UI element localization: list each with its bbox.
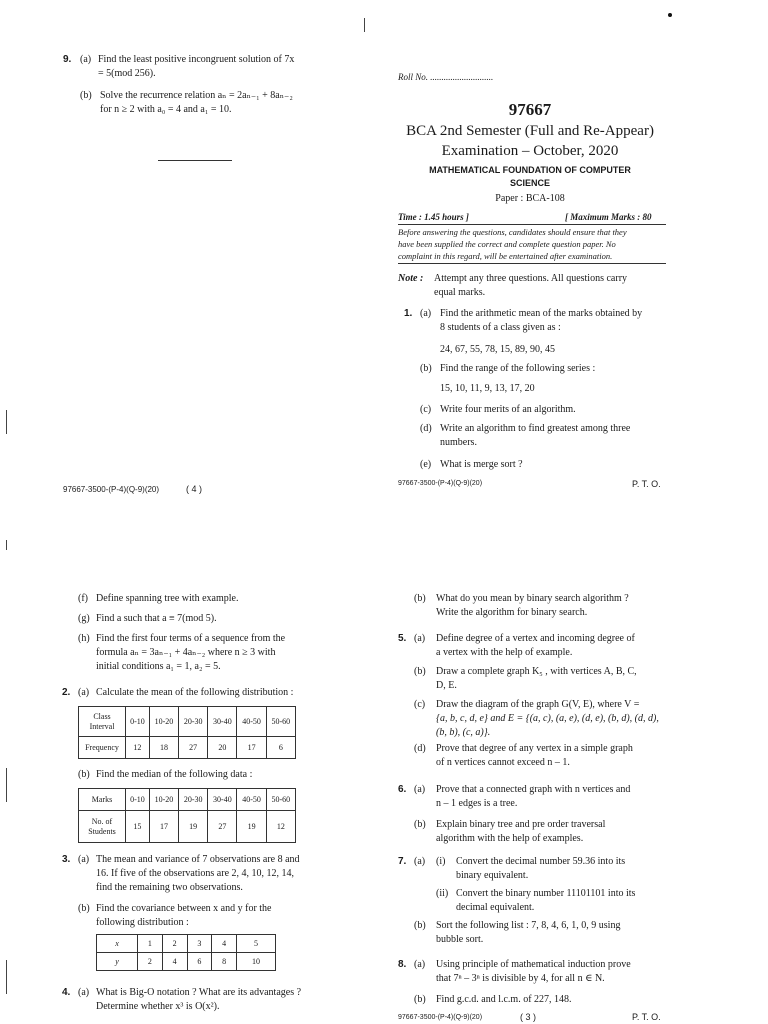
q8a-line2: that 7ⁿ – 3ⁿ is divisible by 4, for all n ∈ N. xyxy=(436,973,605,984)
q1h-line3: initial conditions a₁ = 1, a₂ = 5. xyxy=(96,661,221,672)
footer-code: 97667-3500-(P-4)(Q-9)(20) xyxy=(63,485,160,494)
footer-pto: P. T. O. xyxy=(632,479,661,489)
table-cell: 17 xyxy=(149,811,178,843)
q7b-line1: Sort the following list : 7, 8, 4, 6, 1, 0, 9 using xyxy=(436,920,621,931)
exam-title: BCA 2nd Semester (Full and Re-Appear) xyxy=(406,123,654,139)
q3b-line1: Find the covariance between x and y for the xyxy=(96,903,272,914)
table-cell: 3 xyxy=(187,935,212,953)
q4-number: 4. xyxy=(62,987,71,998)
q1d-label: (d) xyxy=(420,423,432,434)
q6a-line1: Prove that a connected graph with n vertices and xyxy=(436,784,631,795)
instructions-line1: Before answering the questions, candidates should ensure that they xyxy=(398,227,627,237)
footer-pto: P. T. O. xyxy=(632,1012,661,1022)
table-cell: 27 xyxy=(208,811,237,843)
paper-code: 97667 xyxy=(508,100,552,119)
table-row-header: Marks xyxy=(79,789,126,811)
q7a-label: (a) xyxy=(414,856,426,867)
q1d-line1: Write an algorithm to find greatest among three xyxy=(440,423,631,434)
class-interval-table xyxy=(78,706,296,759)
q3b-line2: following distribution : xyxy=(96,917,189,928)
q7aii-line2: decimal equivalent. xyxy=(456,902,535,913)
instructions-rule xyxy=(398,263,666,264)
subject-line2: SCIENCE xyxy=(509,178,550,188)
q1c-label: (c) xyxy=(420,404,432,415)
note-label: Note : xyxy=(398,273,424,284)
footer-code: 97667-3500-(P-4)(Q-9)(20) xyxy=(398,1014,483,1021)
q6-number: 6. xyxy=(398,784,407,795)
q1e-label: (e) xyxy=(420,459,432,470)
q6b-line2: algorithm with the help of examples. xyxy=(436,833,584,844)
table-cell: 19 xyxy=(179,811,208,843)
q1a-line2: 8 students of a class given as : xyxy=(440,322,561,333)
table-cell: 2 xyxy=(162,935,187,953)
q2b-label: (b) xyxy=(78,769,90,780)
q4b-line2: Write the algorithm for binary search. xyxy=(436,607,588,618)
q3b-label: (b) xyxy=(78,903,90,914)
table-cell: 20-30 xyxy=(179,789,208,811)
table-cell: 50-60 xyxy=(266,789,295,811)
q2a-label: (a) xyxy=(78,687,90,698)
table-cell: 4 xyxy=(162,953,187,971)
table-cell: 15 xyxy=(126,811,150,843)
table-cell: 10-20 xyxy=(149,707,178,737)
q5c-line1: Draw the diagram of the graph G(V, E), where V = xyxy=(436,699,640,710)
q1e-line1: What is merge sort ? xyxy=(440,459,523,470)
q1g-label: (g) xyxy=(78,613,90,624)
table-row-header: Frequency xyxy=(79,737,126,759)
table-cell: 30-40 xyxy=(208,789,237,811)
subject-line1: MATHEMATICAL FOUNDATION OF COMPUTER xyxy=(429,165,631,175)
table-cell: 5 xyxy=(237,935,276,953)
q2-number: 2. xyxy=(62,687,71,698)
q5b-line1: Draw a complete graph K₅ , with vertices A, B, C, xyxy=(436,666,637,677)
q5c-line3: (b, b), (c, a)}. xyxy=(436,727,491,738)
table-cell: 4 xyxy=(212,935,237,953)
q2a-line1: Calculate the mean of the following distribution : xyxy=(96,687,294,698)
table-cell: 2 xyxy=(138,953,163,971)
scan-mark xyxy=(364,18,365,32)
instructions-line3: complaint in this regard, will be entertained after examination. xyxy=(398,251,613,261)
table-cell: 27 xyxy=(179,737,208,759)
q7ai-line1: Convert the decimal number 59.36 into its xyxy=(456,856,626,867)
q3a-line3: find the remaining two observations. xyxy=(96,882,243,893)
table-cell: 18 xyxy=(149,737,178,759)
table-cell: 50-60 xyxy=(266,707,295,737)
table-cell: 0-10 xyxy=(126,789,150,811)
header-rule xyxy=(398,224,666,225)
exam-session: Examination – October, 2020 xyxy=(441,143,619,159)
q9b-label: (b) xyxy=(80,90,92,101)
table-cell: 6 xyxy=(266,737,295,759)
q5c-line2: {a, b, c, d, e} and E = {(a, c), (a, e), (d, e), (b, d), (d, d), xyxy=(436,713,659,724)
q5a-label: (a) xyxy=(414,633,426,644)
table-cell: 19 xyxy=(237,811,266,843)
q9b-line1: Solve the recurrence relation aₙ = 2aₙ₋₁ + 8aₙ₋₂ xyxy=(100,90,293,101)
q8b-line1: Find g.c.d. and l.c.m. of 227, 148. xyxy=(436,994,572,1005)
q5d-label: (d) xyxy=(414,743,426,754)
table-cell: 40-50 xyxy=(237,789,266,811)
q1a-line1: Find the arithmetic mean of the marks obtained by xyxy=(440,308,643,319)
q5a-line1: Define degree of a vertex and incoming degree of xyxy=(436,633,635,644)
time-allowed: Time : 1.45 hours ] xyxy=(398,212,469,222)
q5c-label: (c) xyxy=(414,699,426,710)
table-cell: 8 xyxy=(212,953,237,971)
q7ai-label: (i) xyxy=(436,856,446,867)
scan-dot xyxy=(668,13,672,17)
table-cell: 12 xyxy=(126,737,150,759)
q1b-line1: Find the range of the following series : xyxy=(440,363,596,374)
table-row-header: No. of Students xyxy=(79,811,126,843)
q3a-label: (a) xyxy=(78,854,90,865)
q3-number: 3. xyxy=(62,854,71,865)
table-cell: 20-30 xyxy=(179,707,208,737)
scan-mark xyxy=(6,768,7,802)
footer-page-number: ( 3 ) xyxy=(520,1012,537,1022)
q9a-line2: = 5(mod 256). xyxy=(98,68,156,79)
q8a-label: (a) xyxy=(414,959,426,970)
q4b-line1: What do you mean by binary search algorithm ? xyxy=(436,593,629,604)
q5d-line1: Prove that degree of any vertex in a simple graph xyxy=(436,743,633,754)
q5b-label: (b) xyxy=(414,666,426,677)
q9a-line1: Find the least positive incongruent solution of 7x xyxy=(98,54,295,65)
footer-code: 97667-3500-(P-4)(Q-9)(20) xyxy=(398,480,483,487)
table-row-header: Class Interval xyxy=(79,707,126,737)
q8a-line1: Using principle of mathematical induction prove xyxy=(436,959,631,970)
q1f-label: (f) xyxy=(78,593,88,604)
q1-number: 1. xyxy=(404,308,413,319)
roll-number: Roll No. ............................ xyxy=(398,72,494,82)
q1a-label: (a) xyxy=(420,308,432,319)
q8b-label: (b) xyxy=(414,994,426,1005)
table-row-header: x xyxy=(97,935,138,953)
table-cell: 40-50 xyxy=(237,707,266,737)
scan-mark xyxy=(6,540,7,550)
table-cell: 6 xyxy=(187,953,212,971)
table-cell: 12 xyxy=(266,811,295,843)
q3a-line2: 16. If five of the observations are 2, 4, 10, 12, 14, xyxy=(96,868,295,879)
q1g-line1: Find a such that a ≡ 7(mod 5). xyxy=(96,613,217,624)
table-cell: 0-10 xyxy=(126,707,150,737)
table-row-header: y xyxy=(97,953,138,971)
q6a-line2: n – 1 edges is a tree. xyxy=(436,798,518,809)
note-text-line2: equal marks. xyxy=(434,287,486,298)
end-rule xyxy=(158,160,232,161)
q9-number: 9. xyxy=(63,54,72,65)
q8-number: 8. xyxy=(398,959,407,970)
q1f-line1: Define spanning tree with example. xyxy=(96,593,239,604)
q9a-label: (a) xyxy=(80,54,92,65)
q6b-label: (b) xyxy=(414,819,426,830)
table-cell: 10 xyxy=(237,953,276,971)
q1c-line1: Write four merits of an algorithm. xyxy=(440,404,576,415)
q5b-line2: D, E. xyxy=(436,680,457,691)
q3a-line1: The mean and variance of 7 observations are 8 and xyxy=(96,854,300,865)
instructions-line2: have been supplied the correct and complete question paper. No xyxy=(398,239,616,249)
table-cell: 1 xyxy=(138,935,163,953)
q7aii-line1: Convert the binary number 11101101 into its xyxy=(456,888,636,899)
maximum-marks: [ Maximum Marks : 80 xyxy=(565,212,652,222)
q1h-line1: Find the first four terms of a sequence from the xyxy=(96,633,286,644)
footer-page-number: ( 4 ) xyxy=(186,484,203,494)
q5-number: 5. xyxy=(398,633,407,644)
table-cell: 20 xyxy=(208,737,237,759)
q4a-line1: What is Big-O notation ? What are its advantages ? xyxy=(96,987,302,998)
q1h-line2: formula aₙ = 3aₙ₋₁ + 4aₙ₋₂ where n ≥ 3 with xyxy=(96,647,276,658)
q4b-label: (b) xyxy=(414,593,426,604)
table-cell: 10-20 xyxy=(149,789,178,811)
q7b-line2: bubble sort. xyxy=(436,934,484,945)
q4a-line2: Determine whether x³ is O(x²). xyxy=(96,1001,220,1012)
note-text: Attempt any three questions. All questions carry xyxy=(434,273,628,284)
q5d-line2: of n vertices cannot exceed n – 1. xyxy=(436,757,570,768)
q9b-line2: for n ≥ 2 with a₀ = 4 and a₁ = 10. xyxy=(100,104,232,115)
marks-table xyxy=(78,788,296,843)
scan-mark xyxy=(6,960,7,994)
xy-table xyxy=(96,934,276,971)
q7-number: 7. xyxy=(398,856,407,867)
q7b-label: (b) xyxy=(414,920,426,931)
table-cell: 30-40 xyxy=(208,707,237,737)
instructions xyxy=(398,226,670,262)
q1d-line2: numbers. xyxy=(440,437,477,448)
paper-id: Paper : BCA-108 xyxy=(495,193,565,204)
scan-mark xyxy=(6,410,7,434)
q7aii-label: (ii) xyxy=(436,888,449,899)
q6b-line1: Explain binary tree and pre order traversal xyxy=(436,819,606,830)
q1h-label: (h) xyxy=(78,633,90,644)
q4a-label: (a) xyxy=(78,987,90,998)
q5a-line2: a vertex with the help of example. xyxy=(436,647,573,658)
table-cell: 17 xyxy=(237,737,266,759)
q1b-data: 15, 10, 11, 9, 13, 17, 20 xyxy=(440,383,535,394)
q1b-label: (b) xyxy=(420,363,432,374)
q1a-data: 24, 67, 55, 78, 15, 89, 90, 45 xyxy=(440,344,555,355)
q6a-label: (a) xyxy=(414,784,426,795)
q7ai-line2: binary equivalent. xyxy=(456,870,529,881)
q2b-line1: Find the median of the following data : xyxy=(96,769,253,780)
